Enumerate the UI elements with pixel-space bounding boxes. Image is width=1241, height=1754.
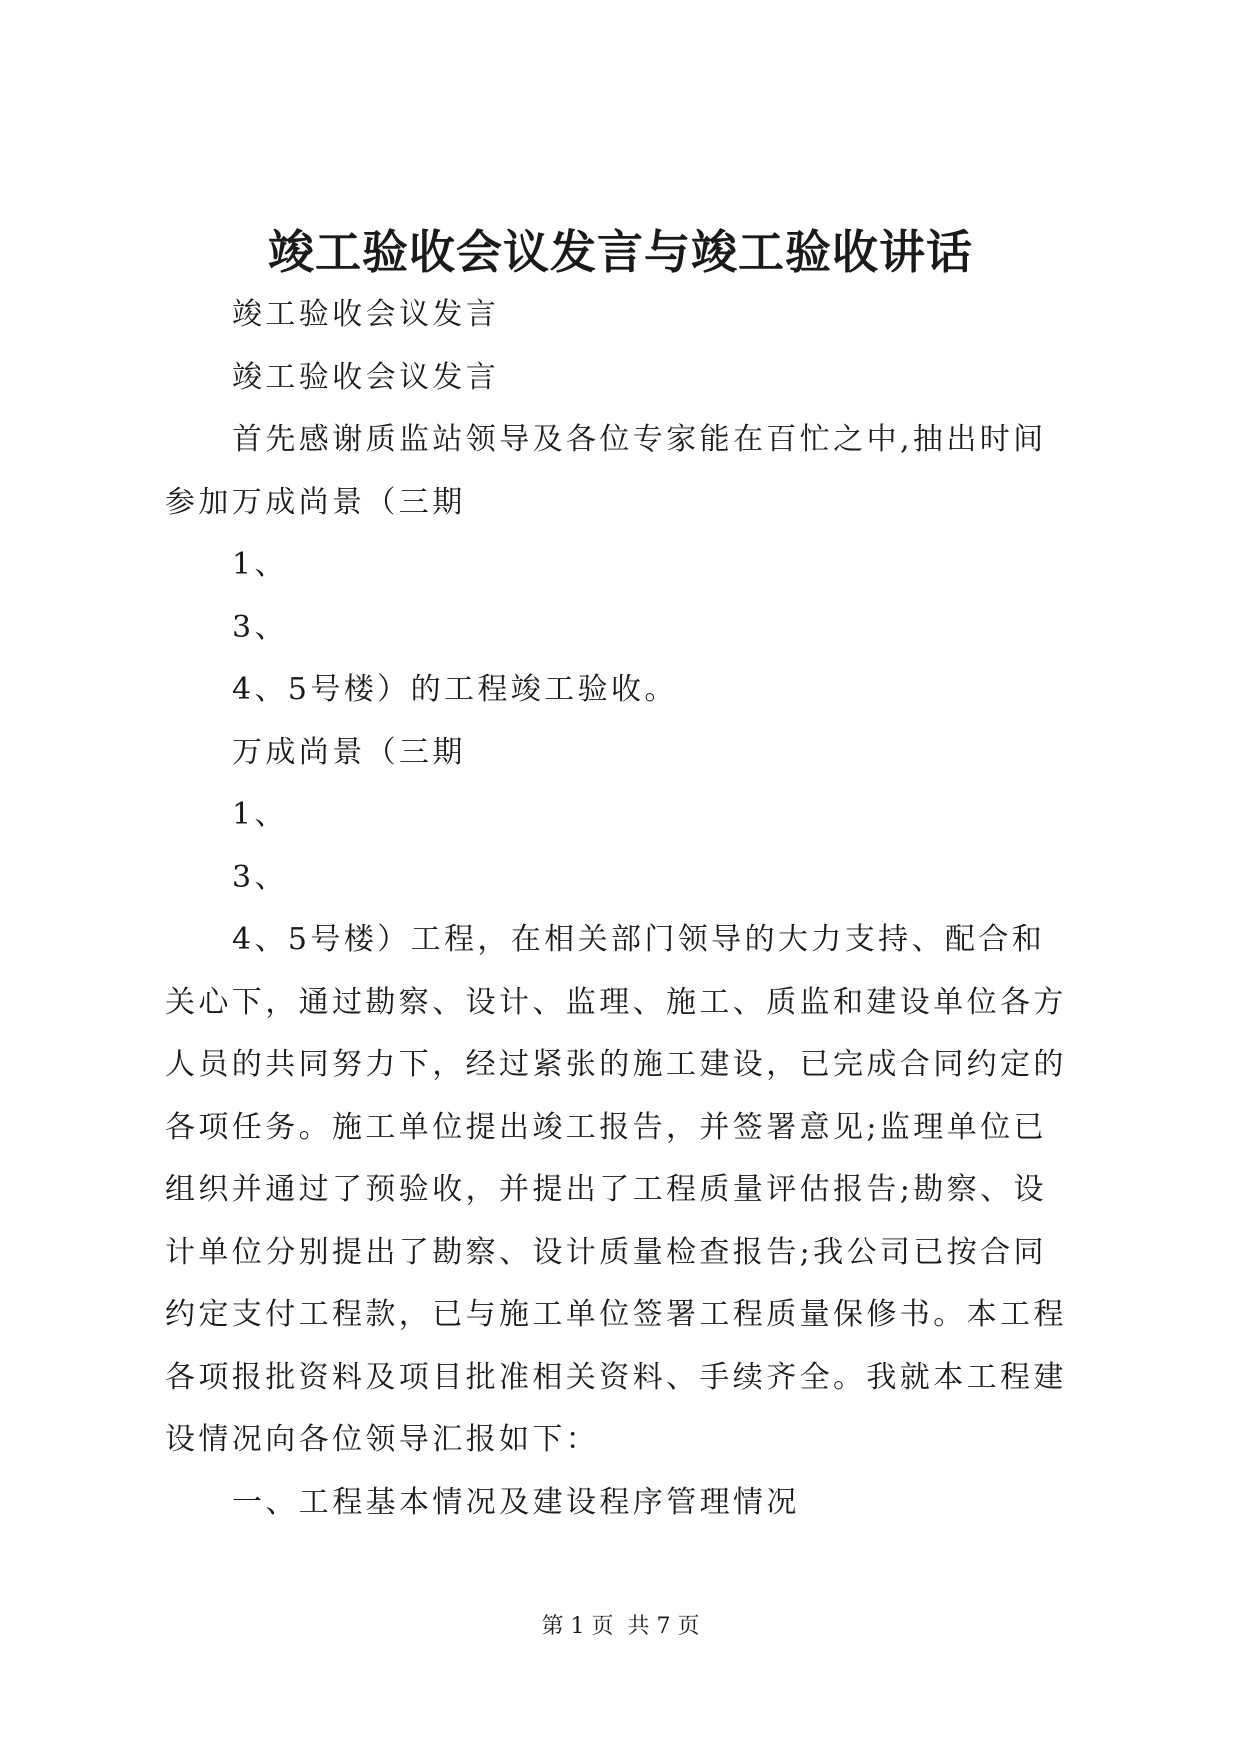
paragraph: 万成尚景（三期: [232, 734, 466, 770]
paragraph: 一、工程基本情况及建设程序管理情况: [232, 1484, 800, 1520]
paragraph: 竣工验收会议发言: [232, 297, 500, 332]
paragraph: 1、: [232, 797, 288, 832]
document-body: [165, 284, 1077, 1534]
page-footer: [0, 1612, 1241, 1642]
paragraph: 首先感谢质监站领导及各位专家能在百忙之中,抽出时间参加万成尚景（三期: [165, 422, 1047, 520]
paragraph: 1、: [232, 547, 288, 582]
paragraph: 3、: [232, 609, 288, 645]
paragraph: 4、5号楼）的工程竣工验收。: [232, 672, 678, 707]
paragraph: 3、: [232, 859, 288, 895]
paragraph: 竣工验收会议发言: [232, 359, 500, 395]
document-title: 竣工验收会议发言与竣工验收讲话: [268, 225, 973, 279]
paragraph: 4、5号楼）工程，在相关部门领导的大力支持、配合和关心下，通过勘察、设计、监理、施工、质监和建设单位各方人员的共同努力下，经过紧张的施工建设，已完成合同约定的各项任务。施工单位提出竣工报告，并签署意见;监理单位已组织并通过了预验收，并提出了工程质量评估报告;勘察、设计单位分别提出了勘察、设计质量检查报告;我公司已按合同约定支付工程款，已与施工单位签署工程质量保修书。本工程各项报批资料及项目批准相关资料、手续齐全。我就本工程建设情况向各位领导汇报如下：: [165, 922, 1067, 1457]
page-number: 第 1 页 共 7 页: [541, 1614, 700, 1639]
